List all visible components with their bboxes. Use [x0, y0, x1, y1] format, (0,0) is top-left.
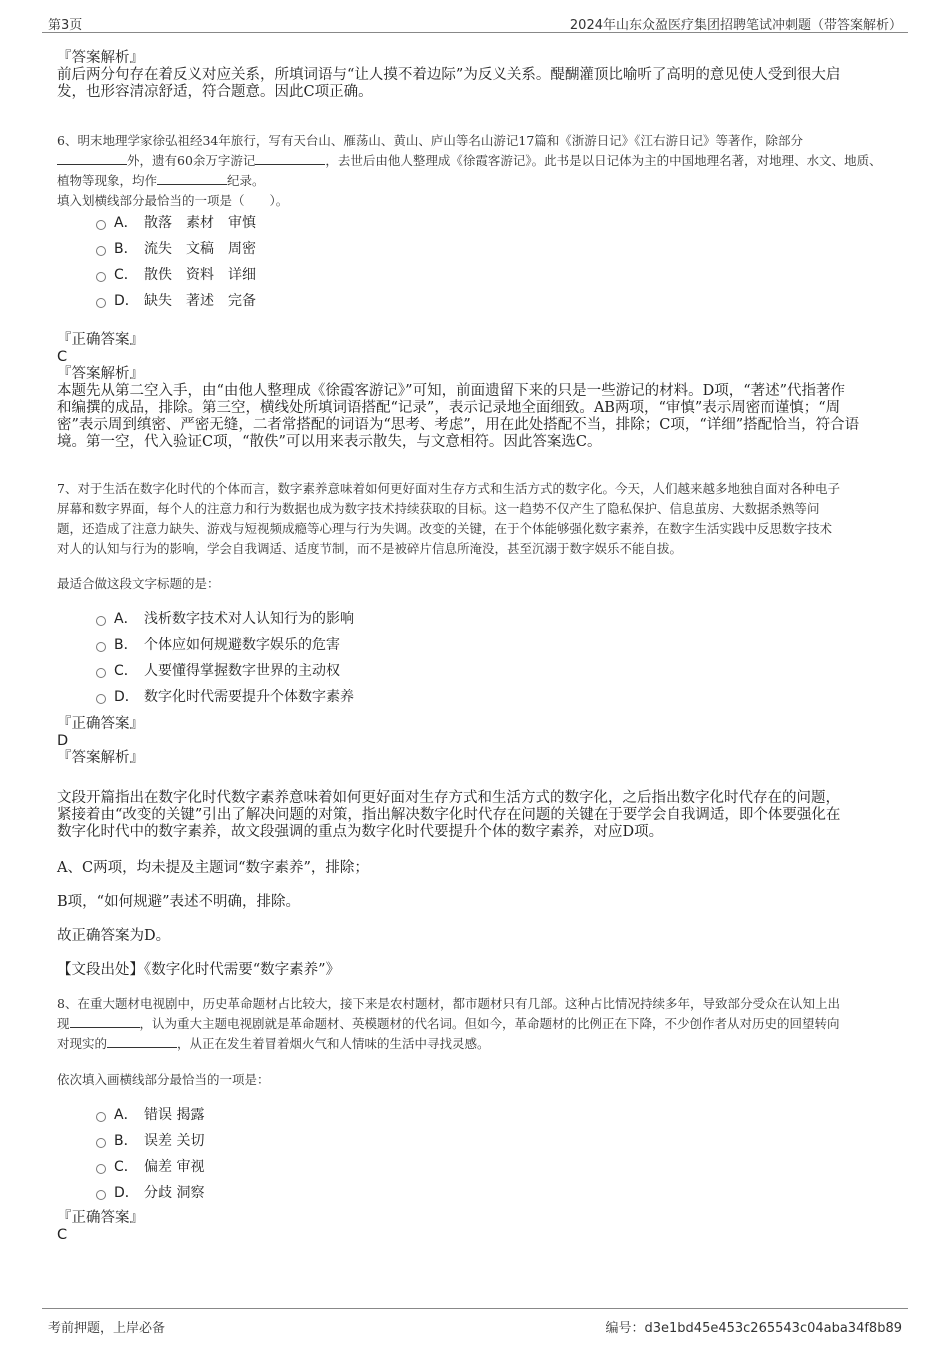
answer-heading: 『正确答案』 — [57, 1210, 144, 1226]
analysis-line: 境。第一空，代入验证C项，“散佚”可以用来表示散失，与文意相符。因此答案选C。 — [57, 434, 602, 450]
option-a[interactable]: A． 浅析数字技术对人认知行为的影响 — [96, 606, 354, 632]
question-prompt: 填入划横线部分最恰当的一项是（ ）。 — [57, 193, 289, 208]
analysis-heading: 『答案解析』 — [57, 750, 144, 766]
option-c[interactable]: C． 偏差 审视 — [96, 1154, 204, 1180]
radio-icon[interactable] — [96, 272, 106, 282]
analysis-line: 文段开篇指出在数字化时代数字素养意味着如何更好面对生存方式和生活方式的数字化，之后指出数字化时代存在的问题， — [57, 790, 840, 806]
question-text: 外，遗有60余万字游记 ，去世后由他人整理成《徐霞客游记》。此书是以日记体为主的中国地理名著，对地理、水文、地质、 — [57, 151, 897, 171]
radio-icon[interactable] — [96, 220, 106, 230]
document-title: 2024年山东众盈医疗集团招聘笔试冲刺题（带答案解析） — [569, 18, 902, 33]
radio-icon[interactable] — [96, 694, 106, 704]
analysis-line: 数字化时代中的数字素养，故文段强调的重点为数字化时代要提升个体的数字素养，对应D项。 — [57, 824, 664, 840]
document-code: 编号：d3e1bd45e453c265543c04aba34f8b89 — [605, 1321, 902, 1336]
option-a[interactable]: A． 错误 揭露 — [96, 1102, 204, 1128]
analysis-line: 密”表示周到缜密、严密无缝，二者常搭配的词语为“思考、考虑”，用在此处搭配不当，排除；C项，“详细”搭配恰当，符合语 — [57, 417, 860, 433]
page-number: 第3页 — [48, 18, 83, 33]
analysis-line: 前后两分句存在着反义对应关系，所填词语与“让人摸不着边际”为反义关系。醍醐灌顶比喻听了高明的意见使人受到很大启 — [57, 67, 841, 83]
source-citation: 【文段出处】《数字化时代需要“数字素养”》 — [57, 962, 341, 978]
radio-icon[interactable] — [96, 1190, 106, 1200]
question-text: 植物等现象，均作 纪录。 — [57, 173, 265, 188]
analysis-line: 紧接着由“改变的关键”引出了解决问题的对策，指出解决数字化时代存在问题的关键在于要学会自我调适，即个体要强化在 — [57, 807, 841, 823]
q7-options — [96, 606, 354, 710]
question-6 — [57, 131, 897, 211]
analysis-line: B项，“如何规避”表述不明确，排除。 — [57, 894, 300, 910]
question-7 — [57, 479, 897, 559]
radio-icon[interactable] — [96, 298, 106, 308]
question-text: 现 ，认为重大主题电视剧就是革命题材、英模题材的代名词。但如今，革命题材的比例正在下降，不少创作者从对历史的回望转向 — [57, 1016, 840, 1031]
answer-heading: 『正确答案』 — [57, 716, 144, 732]
option-c[interactable]: C． 人要懂得掌握数字世界的主动权 — [96, 658, 354, 684]
radio-icon[interactable] — [96, 642, 106, 652]
question-8 — [57, 994, 897, 1054]
question-text: 对人的认知与行为的影响，学会自我调适、适度节制，而不是被碎片信息所淹没，甚至沉溺于数字娱乐不能自拔。 — [57, 541, 683, 556]
q7-analysis — [57, 790, 897, 841]
option-b[interactable]: B． 流失 文稿 周密 — [96, 236, 256, 262]
radio-icon[interactable] — [96, 616, 106, 626]
option-d[interactable]: D． 分歧 洞察 — [96, 1180, 204, 1206]
radio-icon[interactable] — [96, 668, 106, 678]
question-text: 屏幕和数字界面，每个人的注意力和行为数据也成为数字技术持续获取的目标。这一趋势不仅产生了隐私保护、信息茧房、大数据杀熟等问 — [57, 501, 820, 516]
fill-blank — [107, 1035, 177, 1048]
radio-icon[interactable] — [96, 1112, 106, 1122]
analysis-line: 发，也形容清凉舒适，符合题意。因此C项正确。 — [57, 84, 373, 100]
footer-slogan: 考前押题，上岸必备 — [48, 1321, 166, 1336]
fill-blank — [255, 152, 325, 165]
analysis-line: 和编撰的成品，排除。第三空，横线处所填词语搭配“记录”，表示记录地全面细致。AB两项，“审慎”表示周密而谨慎；“周 — [57, 400, 841, 416]
answer-value: D — [57, 733, 69, 749]
question-text: 对现实的 ，从正在发生着冒着烟火气和人情味的生活中寻找灵感。 — [57, 1036, 490, 1051]
prev-analysis — [57, 50, 897, 101]
question-prompt: 依次填入画横线部分最恰当的一项是： — [57, 1072, 270, 1087]
option-c[interactable]: C． 散佚 资料 详细 — [96, 262, 256, 288]
option-b[interactable]: B． 误差 关切 — [96, 1128, 204, 1154]
q6-options — [96, 210, 256, 314]
question-prompt: 最适合做这段文字标题的是： — [57, 576, 220, 591]
fill-blank — [57, 152, 127, 165]
question-text: 6、明末地理学家徐弘祖经34年旅行，写有天台山、雁荡山、黄山、庐山等名山游记17篇和《浙游日记》《江右游日记》等著作，除部分 — [57, 133, 804, 148]
fill-blank — [70, 1015, 140, 1028]
radio-icon[interactable] — [96, 1138, 106, 1148]
fill-blank — [157, 172, 227, 185]
answer-value: C — [57, 1227, 68, 1243]
q8-answer — [57, 1210, 897, 1244]
question-text: 8、在重大题材电视剧中，历史革命题材占比较大，接下来是农村题材，都市题材只有几部。这种占比情况持续多年，导致部分受众在认知上出 — [57, 996, 840, 1011]
answer-heading: 『正确答案』 — [57, 332, 144, 348]
answer-value: C — [57, 349, 68, 365]
option-a[interactable]: A． 散落 素材 审慎 — [96, 210, 256, 236]
option-d[interactable]: D． 缺失 著述 完备 — [96, 288, 256, 314]
analysis-heading: 『答案解析』 — [57, 366, 144, 382]
q6-answer — [57, 332, 897, 451]
radio-icon[interactable] — [96, 246, 106, 256]
analysis-heading: 『答案解析』 — [57, 50, 144, 66]
question-text: 7、对于生活在数字化时代的个体而言，数字素养意味着如何更好面对生存方式和生活方式的数字化。今天，人们越来越多地独自面对各种电子 — [57, 481, 840, 496]
page-header — [42, 10, 908, 33]
q7-answer — [57, 716, 897, 767]
option-d[interactable]: D． 数字化时代需要提升个体数字素养 — [96, 684, 354, 710]
q8-options — [96, 1102, 204, 1206]
question-text: 题，还造成了注意力缺失、游戏与短视频成瘾等心理与行为失调。改变的关键，在于个体能够强化数字素养，在数字生活实践中反思数字技术 — [57, 521, 833, 536]
page-footer — [42, 1308, 908, 1339]
analysis-line: 故正确答案为D。 — [57, 928, 171, 944]
analysis-line: 本题先从第二空入手，由“由他人整理成《徐霞客游记》”可知，前面遗留下来的只是一些游记的材料。D项，“著述”代指著作 — [57, 383, 846, 399]
analysis-line: A、C两项，均未提及主题词“数字素养”，排除； — [57, 860, 369, 876]
radio-icon[interactable] — [96, 1164, 106, 1174]
option-b[interactable]: B． 个体应如何规避数字娱乐的危害 — [96, 632, 354, 658]
